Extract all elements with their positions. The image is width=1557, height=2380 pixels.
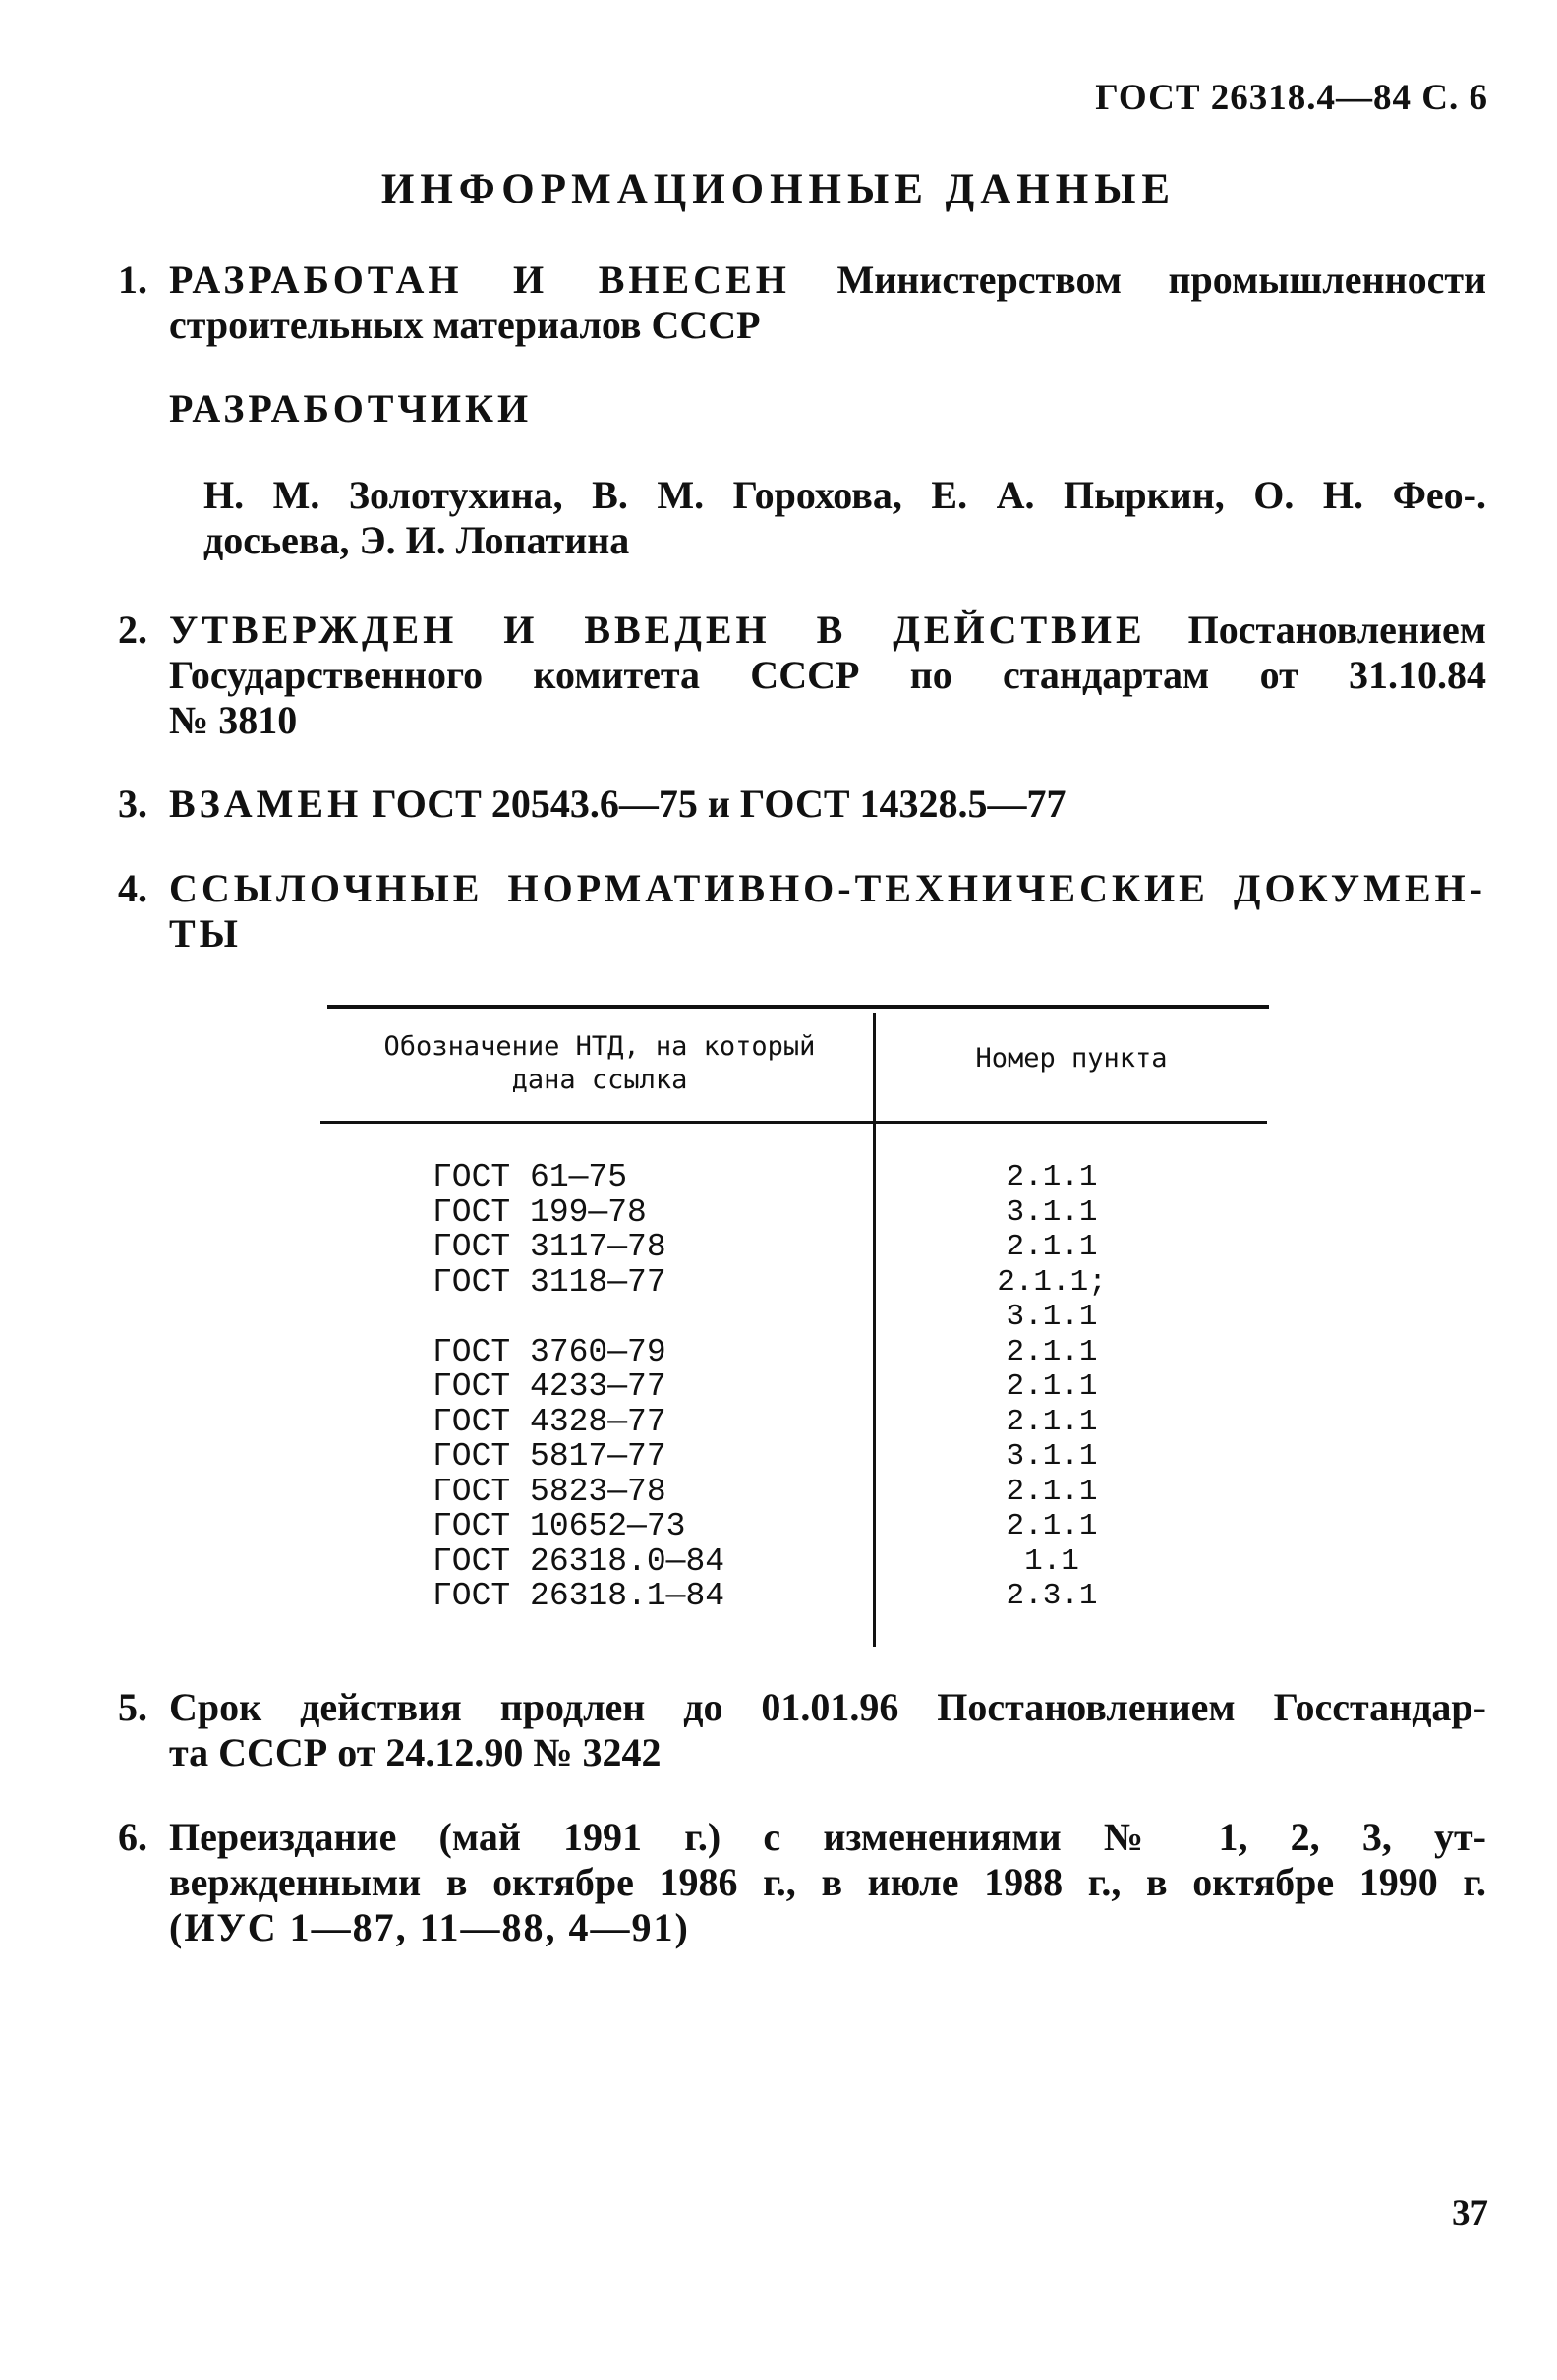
item-text: Постановлением (1187, 608, 1487, 652)
table-cell: 3.1.1 (1006, 1194, 1098, 1230)
table-cell: ГОСТ 3117—78 (432, 1229, 666, 1265)
table-cell: 2.3.1 (1006, 1579, 1098, 1613)
table-cell: ГОСТ 5817—77 (432, 1438, 666, 1475)
item-text-line: строительных материалов СССР (169, 303, 761, 347)
item-6 (118, 1815, 1486, 1950)
item-number: 2. (118, 608, 147, 652)
item-text-line: Переиздание (май 1991 г.) с изменениями № 1, 2, 3, ут- (169, 1815, 1486, 1859)
table-cell: ГОСТ 5823—78 (432, 1473, 666, 1510)
table-cell: 2.1.1 (1006, 1160, 1098, 1194)
table-cell: 2.1.1 (1006, 1230, 1098, 1264)
table-clause-column (963, 1160, 1140, 1614)
standard-reference: ГОСТ 26318.4—84 С. 6 (1095, 78, 1488, 118)
page-number: 37 (1452, 2193, 1488, 2234)
column-header-clause: Номер пункта (975, 1043, 1168, 1074)
table-cell: 2.1.1 (1006, 1404, 1098, 1439)
page-title: ИНФОРМАЦИОННЫЕ ДАННЫЕ (380, 166, 1177, 212)
table-column-divider (873, 1013, 876, 1647)
column-header-line: дана ссылка (511, 1065, 688, 1095)
item-number: 4. (118, 866, 147, 910)
table-cell: ГОСТ 61—75 (432, 1159, 628, 1195)
table-cell: 3.1.1 (1006, 1439, 1098, 1474)
item-text-line: № 3810 (169, 698, 298, 742)
developers-label: РАЗРАБОТЧИКИ (169, 386, 533, 431)
item-4 (118, 866, 1486, 957)
item-lead: ВЗАМЕН (169, 782, 363, 826)
item-lead: УТВЕРЖДЕН И ВВЕДЕН В ДЕЙСТВИЕ (169, 608, 1146, 652)
table-cell: 2.1.1 (1006, 1334, 1098, 1369)
table-cell: ГОСТ 10652—73 (432, 1508, 686, 1544)
table-cell: ГОСТ 4328—77 (432, 1403, 666, 1440)
item-number: 5. (118, 1685, 147, 1729)
table-cell: ГОСТ 4233—77 (432, 1368, 666, 1405)
table-cell: ГОСТ 199—78 (432, 1193, 647, 1231)
item-text-line: та СССР от 24.12.90 № 3242 (169, 1730, 662, 1774)
item-text: ГОСТ 20543.6—75 и ГОСТ 14328.5—77 (372, 782, 1067, 826)
item-number: 1. (118, 258, 147, 302)
table-cell: 2.1.1 (1006, 1369, 1098, 1404)
column-header-document (334, 1030, 865, 1097)
table-cell: ГОСТ 26318.1—84 (432, 1578, 725, 1614)
developers-line: досьева, Э. И. Лопатина (203, 518, 630, 562)
item-text: Министерством промышленности (836, 258, 1487, 302)
table-top-rule (327, 1005, 1269, 1009)
item-number: 6. (118, 1815, 147, 1859)
item-lead: РАЗРАБОТАН И ВНЕСЕН (169, 258, 790, 302)
table-cell: 1.1 (1024, 1543, 1079, 1579)
developers-list (203, 473, 1486, 563)
table-cell: 2.1.1 (1006, 1474, 1098, 1509)
column-header-line: Обозначение НТД, на который (383, 1031, 816, 1062)
item-text-line: (ИУС 1—87, 11—88, 4—91) (169, 1905, 690, 1949)
table-cell: ГОСТ 3760—79 (432, 1333, 666, 1370)
table-cell: 2.1.1 (1006, 1509, 1098, 1543)
table-cell: ГОСТ 26318.0—84 (432, 1542, 725, 1580)
table-cell: ГОСТ 3118—77 (432, 1263, 666, 1301)
table-cell: 2.1.1; (997, 1264, 1107, 1300)
item-text-line: ССЫЛОЧНЫЕ НОРМАТИВНО-ТЕХНИЧЕСКИЕ ДОКУМЕН- (169, 866, 1486, 910)
table-header-rule (320, 1121, 1267, 1124)
item-text-line: вержденными в октябре 1986 г., в июле 1988 г., в октябре 1990 г. (169, 1860, 1486, 1904)
item-5 (118, 1685, 1486, 1775)
item-text-line: ТЫ (169, 911, 242, 956)
item-2 (118, 608, 1486, 743)
table-document-column (432, 1160, 724, 1614)
item-text-line: Срок действия продлен до 01.01.96 Постановлением Госстандар- (169, 1685, 1486, 1729)
item-1 (118, 258, 1486, 348)
item-3 (118, 782, 1486, 827)
item-number: 3. (118, 782, 147, 826)
item-text-line: Государственного комитета СССР по стандартам от 31.10.84 (169, 653, 1486, 697)
developers-line: Н. М. Золотухина, В. М. Горохова, Е. А. Пыркин, О. Н. Фео-. (203, 473, 1486, 517)
table-cell: 3.1.1 (1006, 1300, 1098, 1334)
